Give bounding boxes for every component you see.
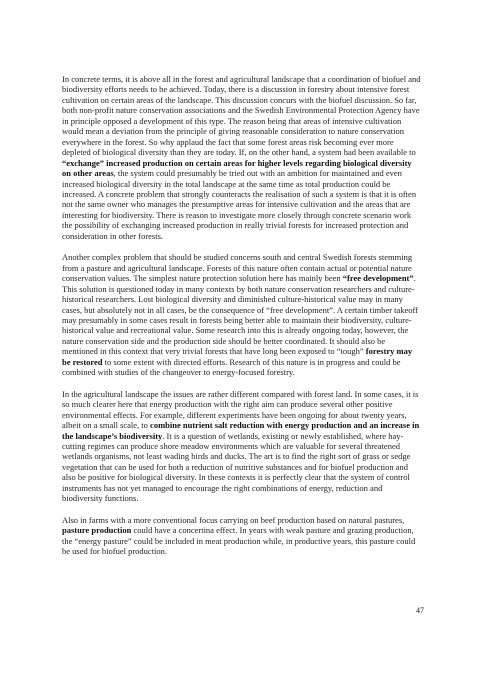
bold-text-run: pasture production bbox=[62, 525, 132, 536]
paragraph bbox=[62, 252, 422, 377]
bold-text-run: “exchange” increased production on certain areas for higher levels regarding biological diversity on other areas bbox=[62, 157, 412, 179]
paragraph bbox=[62, 389, 422, 504]
paragraph bbox=[62, 74, 422, 241]
text-run: to some extent with directed efforts. Research of this nature is in progress and could be combined with studies of the changeover to energy-focused forestry. bbox=[62, 356, 401, 378]
page-number: 47 bbox=[416, 606, 424, 615]
page-body bbox=[62, 74, 422, 567]
text-run: Another complex problem that should be studied concerns south and central Swedish forests stemming from a pasture and agricultural landscape. Forests of this nature often contain actual or potential nature conservation values. The simplest nature protection solution here has mainly been bbox=[62, 252, 413, 284]
bold-text-run: forestry may be restored bbox=[62, 346, 413, 367]
bold-text-run: combine nutrient salt reduction with energy production and an increase in the landscape’s biodiversity bbox=[62, 420, 420, 441]
text-run: In the agricultural landscape the issues are rather different compared with forest land. In some cases, it is so much clearer here that energy production with the right aim can produce several other positive environmental effects. For example, different experiments have been ongoing for about twenty years, albeit on a small scale, to bbox=[62, 388, 419, 431]
text-run: could have a concertina effect. In years with weak pasture and grazing production, the “energy pasture” could be included in meat production while, in productive years, this pasture could be used for biofuel production. bbox=[62, 525, 416, 557]
bold-text-run: “free development” bbox=[342, 273, 414, 284]
text-run: . This solution is questioned today in many contexts by both nature conservation researchers and culture-historical researchers. Lost biological diversity and diminished culture-historical value may in many cases, but absolutely not in all cases, be the consequence of “free development”. A certain timber takeoff may presumably in some cases result in forests being better able to maintain their biodiversity, culture-historical value and recreational value. Some research into this is already ongoing today, however, the nature conservation side and the production side should be better coordinated. It should also be mentioned in this context that very trivial forests that have long been exposed to “tough” bbox=[62, 273, 418, 357]
text-run: . It is a question of wetlands, existing or newly established, where hay-cutting regimes can produce shore meadow environments which are valuable for several threatened wetlands organisms, not least wading birds and ducks. The art is to find the right sort of grass or sedge vegetation that can be used for both a reduction of nutritive substances and for biofuel production and also be positive for biological diversity. In these contexts it is perfectly clear that the system of control instruments has not yet managed to encourage the right combinations of energy, reduction and biodiversity functions. bbox=[62, 430, 411, 504]
text-run: In concrete terms, it is above all in the forest and agricultural landscape that a coordination of biofuel and biodiversity efforts needs to be achieved. Today, there is a discussion in forestry about intensive forest cultivation on certain areas of the landscape. This discussion concurs with the biofuel discussion. So far, both non-profit nature conservation associations and the Swedish Environmental Protection Agency have in principle opposed a development of this type. The reason being that areas of intensive cultivation would mean a deviation from the principle of giving reasonable consideration to nature conservation everywhere in the forest. So why applaud the fact that some forest areas risk becoming ever more depleted of biological diversity than they are today. If, on the other hand, a system had been available to bbox=[62, 74, 421, 158]
text-run: Also in farms with a more conventional focus carrying on beef production based on natural pastures, bbox=[62, 514, 405, 525]
text-run: , the system could presumably be tried out with an ambition for maintained and even increased biological diversity in the total landscape at the same time as total production could be increased. A concrete problem that strongly counteracts the realisation of such a system is that it is often not the same owner who manages the presumptive areas for intensive cultivation and the areas that are interesting for biodiversity. There is reason to investigate more closely through concrete scenario work the possibility of exchanging increased production in really trivial forests for increased protection and consideration in other forests. bbox=[62, 168, 417, 241]
paragraph bbox=[62, 515, 422, 557]
